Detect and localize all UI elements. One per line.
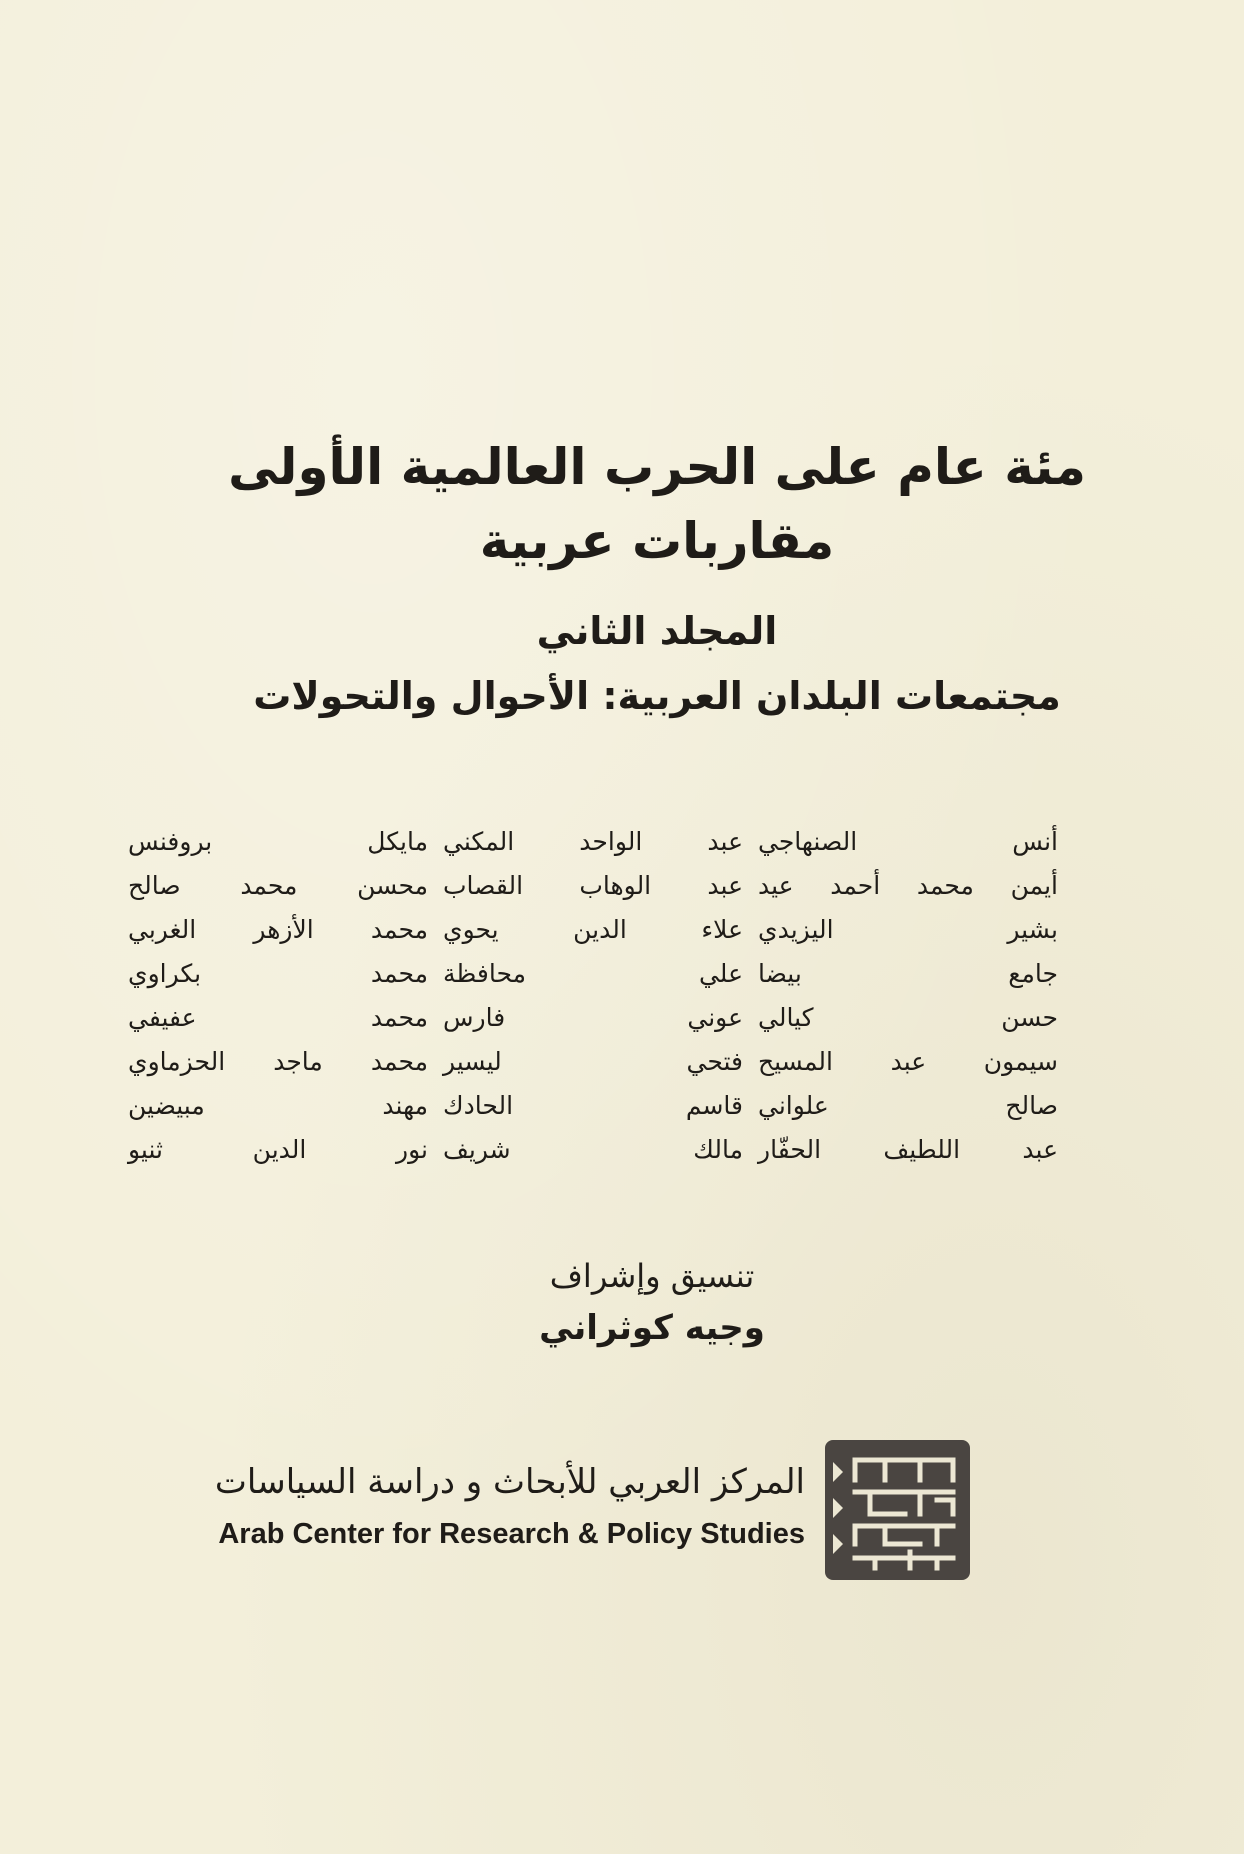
contributor-name: بشير اليزيدي [758, 915, 1058, 944]
contributor-name: علي محافظة [443, 959, 743, 988]
contributor-name: قاسم الحادك [443, 1091, 743, 1120]
contributor-name: مايكل بروفنس [128, 827, 428, 856]
contributor-name: عبد اللطيف الحفّار [758, 1135, 1058, 1164]
contributor-name: محمد بكراوي [128, 959, 428, 988]
contributor-name: علاء الدين يحوي [443, 915, 743, 944]
publisher-name-english: Arab Center for Research & Policy Studies [218, 1518, 805, 1550]
publisher-logo [825, 1440, 970, 1580]
contributor-name: محمد الأزهر الغربي [128, 915, 428, 944]
contributor-name: أيمن محمد أحمد عيد [758, 871, 1058, 900]
contributors-column-3 [128, 820, 428, 1180]
contributor-name: عبد الوهاب القصاب [443, 871, 743, 900]
contributors-column-2 [443, 820, 743, 1180]
book-subtitle: مقاربات عربية [479, 512, 835, 570]
contributor-name: مهند مبيضين [128, 1091, 428, 1120]
contributor-name: جامع بيضا [758, 959, 1058, 988]
title-block [0, 430, 1244, 726]
contributors-list [128, 820, 1058, 1180]
contributor-name: نور الدين ثنيو [128, 1135, 428, 1164]
contributor-name: فتحي ليسير [443, 1047, 743, 1076]
volume-title: مجتمعات البلدان العربية: الأحوال والتحولات [253, 674, 1061, 718]
publisher-name-arabic: المركز العربي للأبحاث و دراسة السياسات [214, 1462, 805, 1502]
contributor-name: عبد الواحد المكني [443, 827, 743, 856]
contributor-name: سيمون عبد المسيح [758, 1047, 1058, 1076]
contributor-name: محسن محمد صالح [128, 871, 428, 900]
contributor-name: صالح علواني [758, 1091, 1058, 1120]
volume-number: المجلد الثاني [536, 609, 778, 653]
contributor-name: محمد عفيفي [128, 1003, 428, 1032]
book-title: مئة عام على الحرب العالمية الأولى [228, 438, 1086, 496]
contributor-name: حسن كيالي [758, 1003, 1058, 1032]
contributor-name: محمد ماجد الحزماوي [128, 1047, 428, 1076]
contributor-name: أنس الصنهاجي [758, 827, 1058, 856]
coordinator-name: وجيه كوثراني [539, 1308, 765, 1348]
contributor-name: عوني فارس [443, 1003, 743, 1032]
contributors-column-1 [758, 820, 1058, 1180]
coordination-block [0, 1250, 1244, 1354]
publisher-block [210, 1440, 970, 1580]
coordination-label: تنسيق وإشراف [549, 1257, 755, 1295]
contributor-name: مالك شريف [443, 1135, 743, 1164]
